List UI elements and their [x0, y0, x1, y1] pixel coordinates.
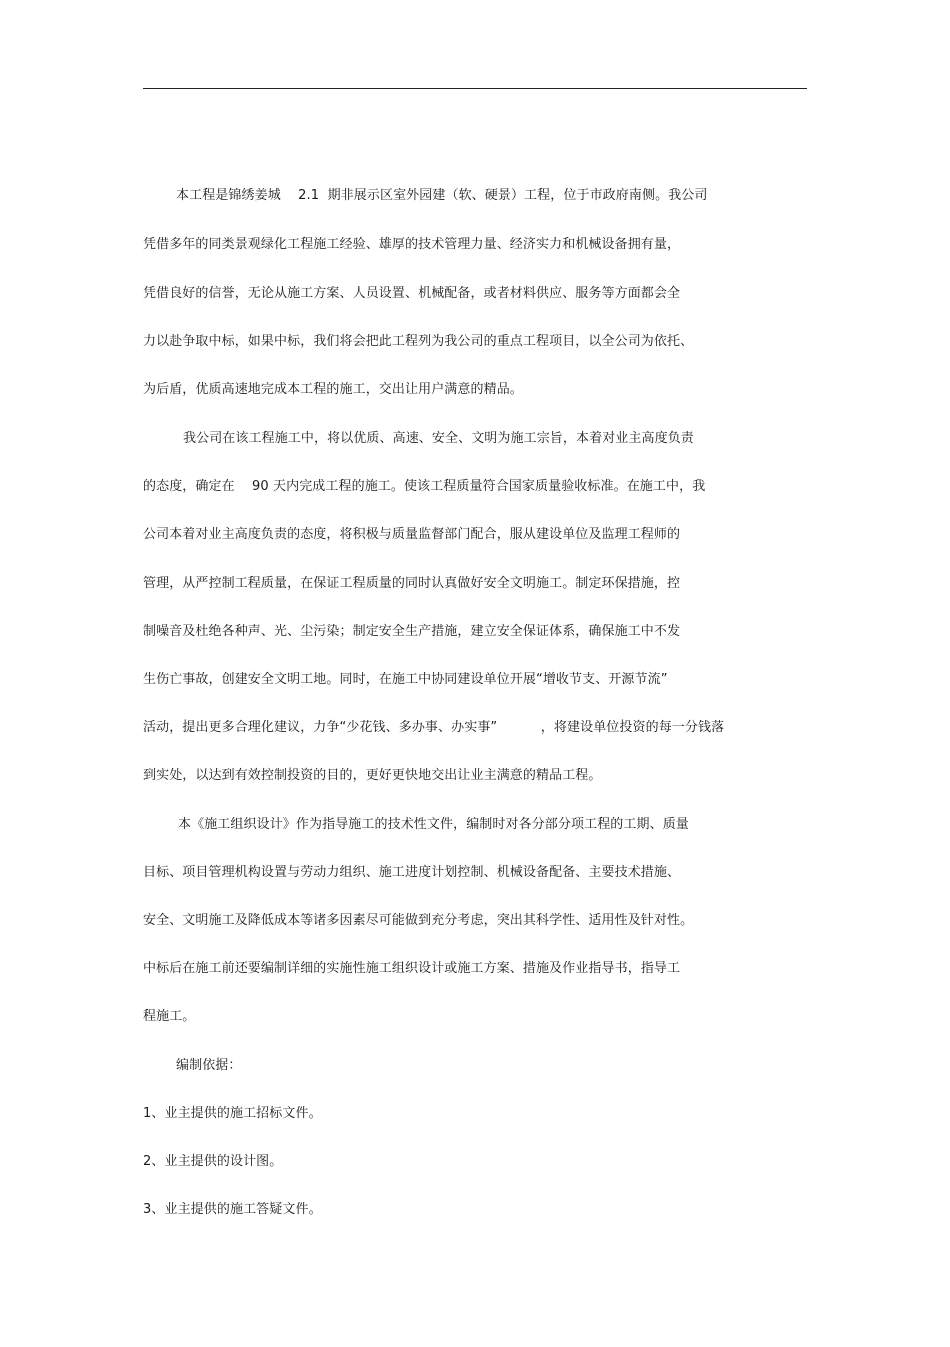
paragraph-3-line-2: 目标、项目管理机构设置与劳动力组织、施工进度计划控制、机械设备配备、主要技术措施、	[143, 865, 681, 880]
paragraph-2-line-1: 我公司在该工程施工中，将以优质、高速、安全、文明为施工宗旨，本着对业主高度负责	[183, 431, 694, 446]
paragraph-1-line-2: 凭借多年的同类景观绿化工程施工经验、雄厚的技术管理力量、经济实力和机械设备拥有量，	[143, 237, 681, 252]
paragraph-2-line-8: 到实处，以达到有效控制投资的目的，更好更快地交出让业主满意的精品工程。	[143, 768, 602, 783]
paragraph-2-line-7: 活动，提出更多合理化建议，力争“少花钱、多办事、办实事” ，将建设单位投资的每一分钱落	[143, 720, 725, 735]
paragraph-2-line-3: 公司本着对业主高度负责的态度，将积极与质量监督部门配合，服从建设单位及监理工程师的	[143, 527, 681, 542]
paragraph-3-line-1: 本《施工组织设计》作为指导施工的技术性文件，编制时对各分部分项工程的工期、质量	[178, 817, 689, 832]
header-rule	[143, 88, 807, 89]
list-item-1: 1、业主提供的施工招标文件。	[143, 1106, 322, 1121]
list-item-2: 2、业主提供的设计图。	[143, 1154, 283, 1169]
paragraph-3-line-3: 安全、文明施工及降低成本等诸多因素尽可能做到充分考虑，突出其科学性、适用性及针对性。	[143, 913, 694, 928]
section-heading: 编制依据：	[176, 1058, 242, 1073]
paragraph-2-line-2: 的态度，确定在 90 天内完成工程的施工。使该工程质量符合国家质量验收标准。在施工中，我	[143, 479, 706, 494]
paragraph-1-line-5: 为后盾，优质高速地完成本工程的施工，交出让用户满意的精品。	[143, 382, 523, 397]
paragraph-2-line-5: 制噪音及杜绝各种声、光、尘污染；制定安全生产措施，建立安全保证体系，确保施工中不发	[143, 624, 681, 639]
paragraph-1-line-1: 本工程是锦绣姜城 2.1 期非展示区室外园建（软、硬景）工程，位于市政府南侧。我公司	[176, 188, 708, 203]
paragraph-2-line-6: 生伤亡事故，创建安全文明工地。同时，在施工中协同建设单位开展“增收节支、开源节流”	[143, 672, 668, 687]
paragraph-1-line-3: 凭借良好的信誉，无论从施工方案、人员设置、机械配备，或者材料供应、服务等方面都会全	[143, 286, 681, 301]
paragraph-1-line-4: 力以赴争取中标，如果中标，我们将会把此工程列为我公司的重点工程项目，以全公司为依托、	[143, 334, 694, 349]
paragraph-3-line-4: 中标后在施工前还要编制详细的实施性施工组织设计或施工方案、措施及作业指导书，指导工	[143, 961, 681, 976]
list-item-3: 3、业主提供的施工答疑文件。	[143, 1202, 322, 1217]
paragraph-2-line-4: 管理，从严控制工程质量，在保证工程质量的同时认真做好安全文明施工。制定环保措施，控	[143, 576, 681, 591]
paragraph-3-line-5: 程施工。	[143, 1009, 196, 1024]
